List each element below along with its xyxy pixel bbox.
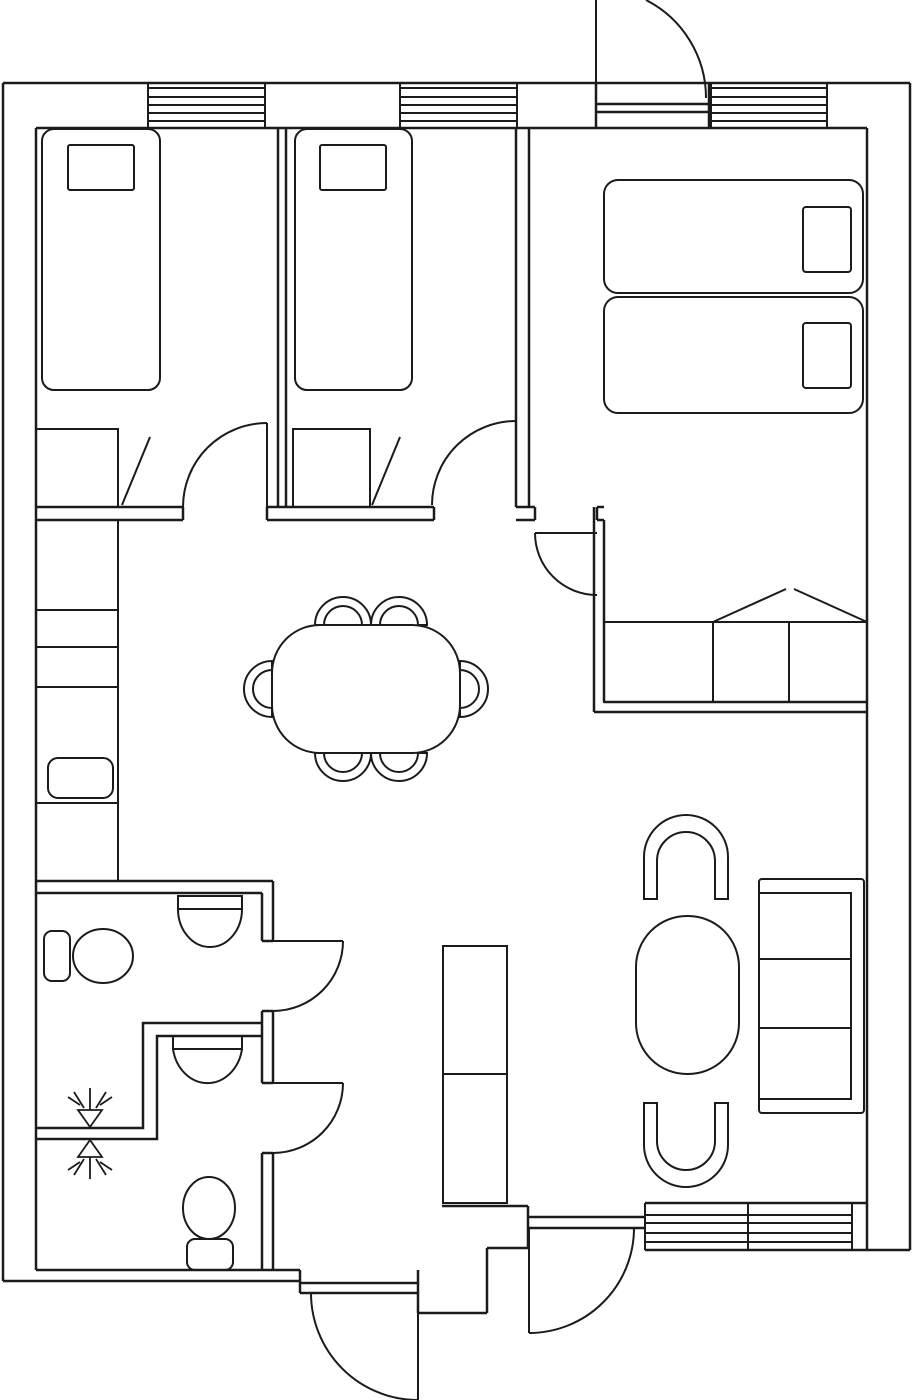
master-bed-lower xyxy=(604,297,863,413)
bath-divider-wall-face-b xyxy=(36,1036,262,1139)
bedroom-2-door-swing-arc xyxy=(432,421,516,505)
toilet-1-bowl xyxy=(73,929,133,983)
sink-1-back xyxy=(178,896,242,909)
dining-chair-bottom-right xyxy=(371,753,427,781)
sofa-seat-edge xyxy=(759,893,851,1099)
bedroom-1-door-swing-arc xyxy=(183,423,267,507)
dining-chair-top-right xyxy=(371,597,427,625)
bathroom-1-door-swing-arc xyxy=(273,941,343,1011)
single-bed-2 xyxy=(295,129,412,390)
sink-2-back xyxy=(173,1036,242,1049)
hall-cabinet xyxy=(48,758,113,798)
vent-arrow-down-head xyxy=(78,1110,102,1127)
sofa-outline xyxy=(759,879,864,1113)
bedroom-2-closet xyxy=(293,429,370,507)
bathroom-2-door-swing-arc xyxy=(273,1083,343,1153)
dining-chair-right xyxy=(460,661,488,717)
toilet-2-bowl xyxy=(183,1177,235,1239)
dining-table xyxy=(272,625,460,753)
armchair-top xyxy=(644,815,728,899)
bedroom-1-closet-door-line xyxy=(122,437,150,505)
vent-arrow-down-rays xyxy=(68,1088,112,1110)
single-bed-2-pillow xyxy=(320,145,386,190)
toilet-2-tank xyxy=(187,1239,233,1270)
single-bed-1 xyxy=(42,129,160,390)
dining-chair-left xyxy=(244,661,272,717)
vent-arrow-up-head xyxy=(78,1140,102,1157)
master-bed-lower-pillow xyxy=(803,323,851,388)
master-bedroom-door-swing-arc xyxy=(535,533,597,595)
vent-arrow-up-rays xyxy=(68,1157,112,1179)
group-furniture xyxy=(36,129,867,1270)
master-wardrobe-hanger-line-right xyxy=(794,589,867,622)
master-wardrobe xyxy=(604,622,867,702)
toilet-1-tank xyxy=(44,931,70,981)
master-bed-upper xyxy=(604,180,863,293)
sink-2-bowl xyxy=(173,1049,242,1083)
single-bed-1-pillow xyxy=(68,145,134,190)
bedroom-1-closet xyxy=(36,429,118,507)
group-walls xyxy=(3,83,910,1313)
dining-chair-top-left xyxy=(315,597,371,625)
sink-1-bowl xyxy=(178,909,242,947)
master-bed-upper-pillow xyxy=(803,207,851,272)
master-wardrobe-hanger-line-left xyxy=(713,589,786,622)
dining-chair-bottom-left xyxy=(315,753,371,781)
bedroom-2-closet-door-line xyxy=(372,437,400,505)
coffee-table xyxy=(636,916,739,1074)
armchair-bottom xyxy=(644,1103,728,1187)
hall-exit-door-swing-arc xyxy=(311,1293,418,1400)
group-symbols xyxy=(68,1088,112,1179)
living-exit-door-swing-arc xyxy=(529,1228,634,1333)
